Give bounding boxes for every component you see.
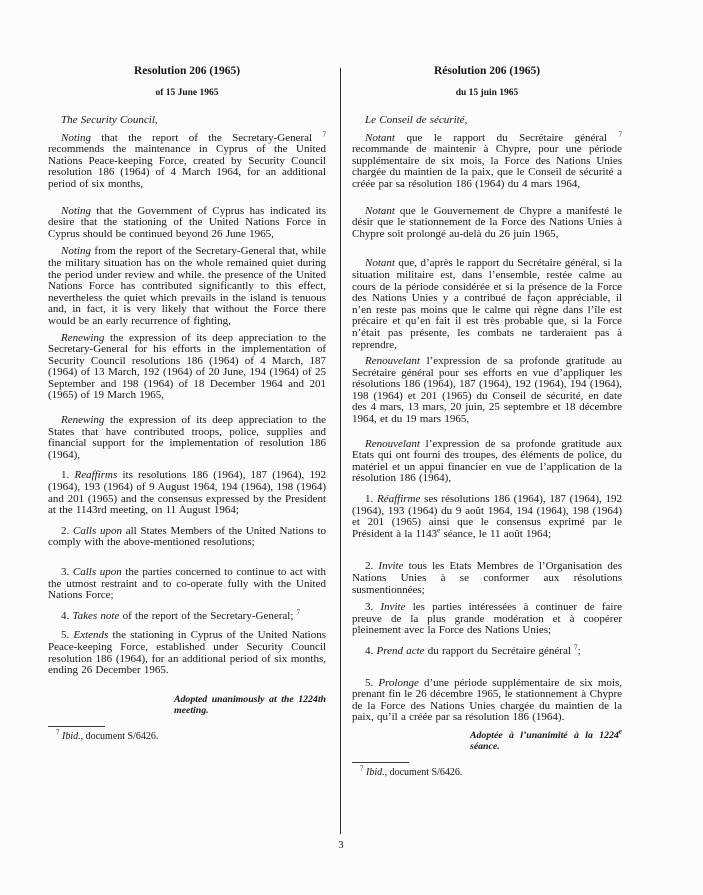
text-run: 3. <box>61 566 73 578</box>
page-number: 3 <box>338 840 344 851</box>
text-run: , document S/6426. <box>384 766 463 778</box>
text-run: 5. <box>365 676 379 689</box>
italic-text-run: Prolonge <box>378 676 419 689</box>
column-english <box>48 64 326 743</box>
text-run: que, d’après le rapport du Secrétaire général, si la situation militaire est, dans l’ensemble, restée calme au cours de la période considérée et si la présence de la Force des Nations Unies y a contribué de façon appréciable, il n’en reste pas moins que le calme qui règne dans l’île est précaire et qu’en fait il est très probable que, si la Force n’était pas présente, les combats ne tarderaient pas à reprendre, <box>352 257 622 351</box>
italic-text-run: Notant <box>365 257 395 270</box>
footnote-reference: e <box>437 526 441 535</box>
text-run: 5. <box>61 629 74 642</box>
italic-text-run: Takes note <box>72 609 120 622</box>
text-run: 2. <box>61 524 73 537</box>
paragraph <box>352 129 622 191</box>
paragraph <box>48 567 326 602</box>
paragraph <box>352 561 622 596</box>
text-run: tous les Etats Membres de l’Organisation des Nations Unies à se conformer aux résolutions susmentionnées; <box>352 560 623 596</box>
paragraph <box>48 246 326 327</box>
paragraph <box>48 526 326 549</box>
paragraph <box>352 643 622 658</box>
italic-text-run: Ibid. <box>62 730 81 742</box>
text-run: recommande de maintenir à Chypre, pour une période supplémentaire de six mois, la Force des Nations Unies chargée du maintien de la paix, que le Conseil de sécurité a créée par sa résolution 186 (1964) du 4 mars 1964, <box>352 143 622 190</box>
text-run: les parties intéressées à continuer de faire preuve de la plus grande modération et à coopérer pleinement avec la Force des Nations Unies; <box>352 601 623 637</box>
paragraph <box>48 206 326 241</box>
footnote-reference: 7 <box>322 129 326 138</box>
footnote-reference: 7 <box>296 608 301 617</box>
text-run: 2. <box>365 560 379 573</box>
text-run: que le rapport du Secrétaire général <box>394 131 619 144</box>
italic-text-run: Calls upon <box>72 566 122 578</box>
column-french <box>352 64 622 779</box>
paragraph <box>48 630 326 676</box>
footnote-reference: 7 <box>360 764 364 773</box>
text-run: 3. <box>365 601 381 614</box>
text-run: 4. <box>61 609 73 622</box>
resolution-title-fr: Résolution 206 (1965) <box>433 65 541 77</box>
text-run: the parties concerned to continue to act with the utmost restraint and to co-operate fully with the United Nations Force; <box>48 566 327 602</box>
text-run: , document S/6426. <box>80 730 159 742</box>
footnote-reference: 7 <box>56 728 60 737</box>
footnote-reference: 7 <box>574 643 578 652</box>
text-run: of the report of the Secretary-General; <box>119 609 297 622</box>
italic-text-run: Renouvelant <box>365 355 420 368</box>
text-run: 1. <box>365 493 377 506</box>
text-run: all States Members of the United Nations to comply with the above-mentioned resolutions; <box>48 524 326 549</box>
italic-text-run: séance. <box>470 741 500 753</box>
text-run: l’expression de sa profonde gratitude au Secrétaire général pour ses efforts en vue d’appliquer les résolutions 186 (1964), 187 (1964), 192 (1964), 194 (1964), 198 (1964) et 201 (1965) du Conseil de sécurité, en date des 4 mars, 13 mars, 20 juin, 25 septembre et 18 décembre 1964, et du 19 mars 1965, <box>352 355 622 426</box>
paragraph <box>352 258 622 351</box>
italic-text-run: Reaffirms <box>74 469 118 482</box>
paragraph <box>352 206 622 241</box>
italic-text-run: Ibid. <box>366 766 385 778</box>
paragraph <box>352 678 622 724</box>
italic-text-run: Le Conseil de sécurité, <box>365 114 468 126</box>
italic-text-run: Invite <box>378 560 404 573</box>
italic-text-run: Adopted unanimously at the 1224th meeting. <box>174 693 326 717</box>
italic-text-run: Notant <box>365 204 395 217</box>
text-run: du rapport du Secrétaire général <box>424 644 575 657</box>
footnote-reference: e <box>618 727 622 736</box>
text-run: 1. <box>61 469 75 482</box>
footnote-en <box>48 728 326 743</box>
italic-text-run: Renewing <box>61 331 105 344</box>
paragraph <box>48 470 326 516</box>
text-run: ses résolutions 186 (1964), 187 (1964), 192 (1964), 193 (1964) du 9 août 1964, 194 (1964), 198 (1964) et 201 (1965) ainsi que le consensus exprimé par le Président à la 1143 <box>352 493 622 540</box>
footnote-fr <box>352 764 622 779</box>
paragraph <box>48 115 326 127</box>
italic-text-run: Réaffirme <box>377 493 421 506</box>
text-run: séance, le 11 août 1964; <box>440 527 552 540</box>
paragraph-list-fr <box>352 115 622 724</box>
text-run: que le Gouvernement de Chypre a manifesté le désir que le stationnement de la Force des Nations Unies à Chypre soit prolongé au-delà du 26 juin 1965, <box>352 204 622 240</box>
text-run: ; <box>577 644 581 657</box>
text-run: the stationing in Cyprus of the United Nations Peace-keeping Force, established under Security Council resolution 186 (1964), for an additional period of six months, ending 26 December 1965. <box>48 629 326 677</box>
italic-text-run: Noting <box>61 131 91 144</box>
footnote-rule-en <box>48 726 105 727</box>
paragraph <box>352 115 622 127</box>
text-run: that the report of the Secretary-General <box>90 131 323 144</box>
paragraph <box>352 439 622 485</box>
resolution-date-en: of 15 June 1965 <box>155 88 219 98</box>
paragraph-list-en <box>48 115 326 677</box>
paragraph <box>48 415 326 461</box>
paragraph <box>352 356 622 426</box>
text-run: its resolutions 186 (1964), 187 (1964), 192 (1964), 193 (1964) of 9 August 1964, 194 (1964), 198 (1964) and 201 (1965) and the consensus expressed by the President at the 1143rd meeting, on 11 August 1964; <box>48 469 327 517</box>
italic-text-run: Invite <box>380 601 406 614</box>
adoption-note-fr <box>470 727 622 753</box>
italic-text-run: Adoptée à l’unanimité à la 1224 <box>470 729 619 741</box>
resolution-title-en: Resolution 206 (1965) <box>133 65 241 77</box>
paragraph <box>48 129 326 191</box>
paragraph <box>352 494 622 540</box>
text-run: that the Government of Cyprus has indicated its desire that the stationing of the United Nations Force in Cyprus should be continued beyond 26 June 1965, <box>48 204 326 240</box>
footnote-reference: 7 <box>618 129 622 138</box>
text-run: l’expression de sa profonde gratitude aux Etats qui ont fourni des troupes, des éléments de police, du matériel et un appui financier en vue de l’application de la résolution 186 (1964), <box>352 437 622 485</box>
paragraph <box>352 602 622 637</box>
italic-text-run: Noting <box>61 204 91 217</box>
paragraph <box>48 333 326 403</box>
italic-text-run: Extends <box>73 629 109 642</box>
paragraph <box>48 608 326 623</box>
italic-text-run: Calls upon <box>73 524 122 537</box>
text-run: the expression of its deep appreciation to the Secretary-General for his efforts in the implementation of Security Council resolutions 186 (1964) of 4 March, 187 (1964) of 13 March, 192 (1964) of 20 June, 194 (1964) of 25 September and 198 (1964) of 18 December 1964 and 201 (1965) of 19 March 1965, <box>48 331 326 402</box>
adoption-note-en <box>174 694 326 717</box>
italic-text-run: Notant <box>365 131 395 144</box>
italic-text-run: Renouvelant <box>365 437 420 450</box>
text-run: recommends the maintenance in Cyprus of the United Nations Peace-keeping Force, created by Security Council resolution 186 (1964) of 4 March 1964, for an additional period of six months, <box>48 143 326 190</box>
italic-text-run: Renewing <box>61 414 105 427</box>
footnote-rule-fr <box>352 762 409 763</box>
text-run: 4. <box>365 644 377 657</box>
text-run: d’une période supplémentaire de six mois, prenant fin le 26 décembre 1965, le stationnement à Chypre de la Force des Nations Unies chargée du maintien de la paix, qu’il a créée par sa résolution 186 (1964). <box>352 676 623 724</box>
italic-text-run: Noting <box>61 245 91 258</box>
text-run: the expression of its deep appreciation to the States that have contributed troops, police, supplies and financial support for the implementation of resolution 186 (1964), <box>48 414 326 461</box>
italic-text-run: Prend acte <box>376 644 425 657</box>
column-divider-rule <box>340 68 341 834</box>
text-run: from the report of the Secretary-General that, while the military situation has on the whole remained quiet during the period under review and while. the presence of the United Nations Force has contributed significantly to this effect, nevertheless the quiet which prevails in the island is tenuous and, in fact, it is very likely that without the Force there would be an early recurrence of fighting, <box>48 245 326 327</box>
resolution-date-fr: du 15 juin 1965 <box>455 88 519 98</box>
italic-text-run: The Security Council, <box>61 114 158 126</box>
